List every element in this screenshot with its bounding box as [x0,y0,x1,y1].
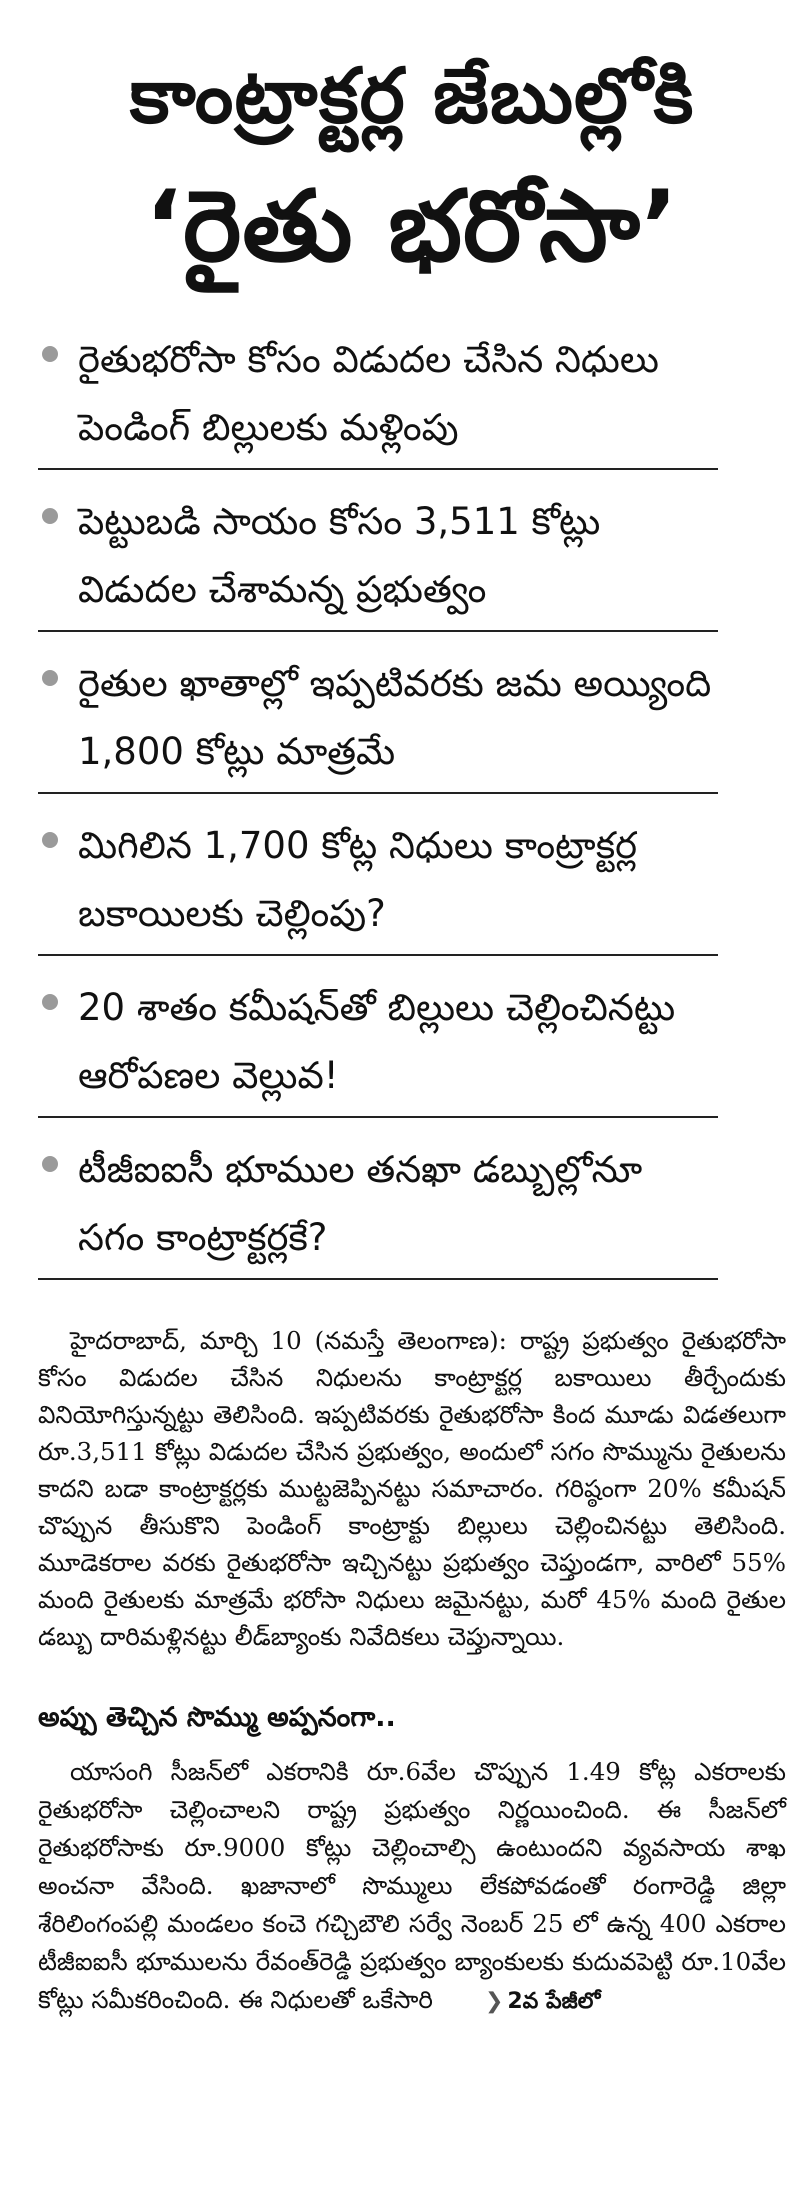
bullet-dot-icon [42,994,58,1010]
highlight-item [38,482,718,632]
article-body-paragraph-2-text: యాసంగి సీజన్‌లో ఎకరానికి రూ.6వేల చొప్పున 1.49 కోట్ల ఎకరాలకు రైతుభరోసా చెల్లించాలని రాష్ట్ర ప్రభుత్వం నిర్ణయించింది. ఈ సీజన్‌లో రైతుభరోసాకు రూ.9000 కోట్లు చెల్లించాల్సి ఉంటుందని వ్యవసాయ శాఖ అంచనా వేసింది. ఖజానాలో సొమ్ములు లేకపోవడంతో రంగారెడ్డి జిల్లా శేరిలింగంపల్లి మండలం కంచె గచ్చిబౌలి సర్వే నెంబర్ 25 లో ఉన్న 400 ఎకరాల టీజీఐఐసీ భూములను రేవంత్‌రెడ్డి ప్రభుత్వం బ్యాంకులకు కుదువపెట్టి రూ.10వేల కోట్లు సమీకరించింది. ఈ నిధులతో ఒకేసారి [38,1757,786,2014]
highlight-item [38,1130,718,1280]
bullet-dot-icon [42,508,58,524]
article-body-paragraph-1: హైదరాబాద్, మార్చి 10 (నమస్తే తెలంగాణ): రాష్ట్ర ప్రభుత్వం రైతుభరోసా కోసం విడుదల చేసిన నిధులను కాంట్రాక్టర్ల బకాయిలు తీర్చేందుకు వినియోగిస్తున్నట్టు తెలిసింది. ఇప్పటివరకు రైతుభరోసా కింద మూడు విడతలుగా రూ.3,511 కోట్లు విడుదల చేసిన ప్రభుత్వం, అందులో సగం సొమ్మును రైతులను కాదని బడా కాంట్రాక్టర్లకు ముట్టజెప్పినట్టు సమాచారం. గరిష్ఠంగా 20% కమీషన్ చొప్పున తీసుకొని పెండింగ్ కాంట్రాక్టు బిల్లులు చెల్లించినట్టు తెలిసింది. మూడెకరాల వరకు రైతుభరోసా ఇచ్చినట్టు ప్రభుత్వం చెప్తుండగా, వారిలో 55% మంది రైతులకు మాత్రమే భరోసా నిధులు జమైనట్టు, మరో 45% మంది రైతుల డబ్బు దారిమళ్లినట్టు లీడ్‌బ్యాంకు నివేదికలు చెప్తున్నాయి. [38,1326,786,1651]
highlight-item [38,320,718,470]
highlight-text: టీజీఐఐసీ భూముల తనఖా డబ్బుల్లోనూ సగం కాంట్రాక్టర్లకే? [78,1148,643,1259]
highlight-text: రైతుభరోసా కోసం విడుదల చేసిన నిధులు పెండింగ్ బిల్లులకు మళ్లింపు [78,338,659,449]
highlight-item [38,644,718,794]
continued-on-page-link[interactable] [453,1983,600,2021]
continued-on-page-label: 2వ పేజీలో [507,1989,601,2014]
bullet-dot-icon [42,346,58,362]
headline [38,0,786,302]
highlight-item [38,968,718,1118]
article-subheading: అప్పు తెచ్చిన సొమ్ము అప్పనంగా.. [38,1702,396,1733]
highlight-text: 20 శాతం కమీషన్‌తో బిల్లులు చెల్లించినట్టు ఆరోపణల వెల్లువ! [78,986,676,1097]
bullet-dot-icon [42,832,58,848]
chevron-right-icon: ❯ [484,1989,504,2014]
bullet-dot-icon [42,1156,58,1172]
highlight-text: పెట్టుబడి సాయం కోసం 3,511 కోట్లు విడుదల చేశామన్న ప్రభుత్వం [78,500,601,611]
bullet-dot-icon [42,670,58,686]
highlights-list [38,320,718,1280]
headline-line-2: ‘రైతు భరోసా’ [144,170,680,284]
highlight-text: రైతుల ఖాతాల్లో ఇప్పటివరకు జమ అయ్యింది 1,800 కోట్లు మాత్రమే [78,662,712,773]
article-body-paragraph-2 [38,1753,786,2021]
highlight-item [38,806,718,956]
highlight-text: మిగిలిన 1,700 కోట్ల నిధులు కాంట్రాక్టర్ల బకాయిలకు చెల్లింపు? [78,824,638,935]
headline-line-1: కాంట్రాక్టర్ల జేబుల్లోకి [129,51,695,140]
